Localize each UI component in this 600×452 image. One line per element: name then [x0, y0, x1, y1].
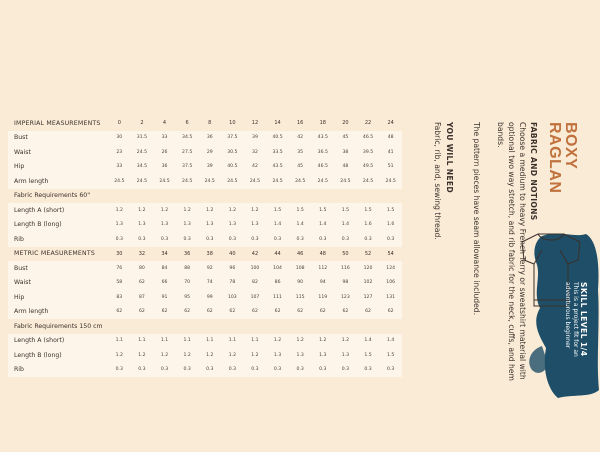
table-cell: 36.5: [311, 145, 334, 160]
size-header-cell: 30: [116, 250, 123, 257]
skill-level-block: [548, 282, 588, 392]
table-cell: 39: [198, 160, 221, 175]
table-cell: 1.2: [198, 203, 221, 218]
size-header-cell: 12: [251, 120, 259, 127]
table-cell: 62: [221, 305, 244, 320]
table-cell: 1.1: [198, 334, 221, 349]
table-cell: 1.2: [334, 334, 357, 349]
size-chart-body: [8, 116, 402, 377]
table-cell: 0.3: [221, 363, 244, 378]
imperial-fabric-heading-row: [8, 189, 402, 204]
table-cell: 62: [131, 305, 154, 320]
table-cell: 1.2: [153, 348, 176, 363]
table-cell: 70: [176, 276, 199, 291]
table-cell: 0.3: [108, 363, 131, 378]
table-cell: 24.5: [379, 174, 402, 189]
table-cell: 24.5: [357, 174, 380, 189]
table-cell: 1.3: [131, 218, 154, 233]
table-cell: 98: [334, 276, 357, 291]
pattern-title-line: BOXY: [562, 122, 579, 170]
row-label: Hip: [8, 290, 108, 305]
table-cell: 0.3: [289, 232, 312, 247]
table-cell: 108: [289, 261, 312, 276]
table-cell: 1.5: [379, 203, 402, 218]
table-cell: 40.5: [221, 160, 244, 175]
row-label: Length A (short): [8, 334, 108, 349]
table-cell: 24.5: [153, 174, 176, 189]
table-cell: 24.5: [108, 174, 131, 189]
table-row: [8, 218, 402, 233]
table-cell: 1.2: [131, 348, 154, 363]
table-cell: 0.3: [176, 363, 199, 378]
table-cell: 0.3: [108, 232, 131, 247]
table-cell: 43.5: [266, 160, 289, 175]
table-cell: 1.2: [198, 348, 221, 363]
row-label: Arm length: [8, 174, 108, 189]
table-cell: 49.5: [357, 160, 380, 175]
row-label: Rib: [8, 363, 108, 378]
table-cell: 62: [131, 276, 154, 291]
table-cell: 37.5: [176, 160, 199, 175]
table-row: [8, 276, 402, 291]
table-cell: 0.3: [198, 363, 221, 378]
table-cell: 83: [108, 290, 131, 305]
table-row: [8, 261, 402, 276]
table-cell: 66: [153, 276, 176, 291]
table-cell: 1.4: [379, 334, 402, 349]
row-label: Waist: [8, 276, 108, 291]
table-cell: 36: [198, 131, 221, 146]
size-header-cell: 36: [183, 250, 191, 257]
table-cell: 1.2: [311, 334, 334, 349]
table-cell: 58: [108, 276, 131, 291]
fabric-description-line: optional two way stretch, and rib fabric for the neck, cuffs, and hem: [507, 122, 516, 381]
size-header-cell: 34: [161, 250, 168, 257]
row-label: Waist: [8, 145, 108, 160]
table-cell: 1.2: [176, 348, 199, 363]
table-cell: 48: [334, 160, 357, 175]
table-cell: 0.3: [266, 363, 289, 378]
table-cell: 92: [198, 261, 221, 276]
size-header-cell: 24: [387, 120, 394, 127]
size-chart-table: [8, 116, 402, 377]
table-cell: 37.5: [221, 131, 244, 146]
table-cell: 1.3: [198, 218, 221, 233]
table-cell: 76: [108, 261, 131, 276]
row-label: Hip: [8, 160, 108, 175]
table-cell: 1.3: [311, 348, 334, 363]
table-cell: 39: [244, 131, 267, 146]
table-cell: 1.5: [334, 203, 357, 218]
table-cell: 24.5: [176, 174, 199, 189]
table-row: [8, 334, 402, 349]
table-cell: 112: [311, 261, 334, 276]
table-row: [8, 363, 402, 378]
table-cell: 0.3: [266, 232, 289, 247]
size-header-cell: 50: [342, 250, 349, 257]
table-cell: 51: [379, 160, 402, 175]
table-cell: 24.5: [289, 174, 312, 189]
table-cell: 90: [289, 276, 312, 291]
table-cell: 94: [311, 276, 334, 291]
size-header-cell: 14: [274, 120, 281, 127]
table-cell: 1.3: [153, 218, 176, 233]
size-header-cell: 54: [387, 250, 394, 257]
row-label: Bust: [8, 131, 108, 146]
size-header-cell: 22: [364, 120, 372, 127]
table-cell: 1.3: [289, 348, 312, 363]
table-cell: 27.5: [176, 145, 199, 160]
table-cell: 127: [357, 290, 380, 305]
table-cell: 36: [153, 160, 176, 175]
size-header-cell: 10: [229, 120, 236, 127]
table-cell: 1.1: [131, 334, 154, 349]
table-cell: 1.2: [131, 203, 154, 218]
table-cell: 0.3: [131, 363, 154, 378]
table-cell: 30.5: [221, 145, 244, 160]
table-cell: 1.4: [357, 334, 380, 349]
table-cell: 1.2: [221, 203, 244, 218]
table-cell: 104: [266, 261, 289, 276]
you-will-need-text: Fabric, rib, and, sewing thread.: [433, 122, 442, 240]
table-cell: 33: [153, 131, 176, 146]
row-label: Arm length: [8, 305, 108, 320]
row-label: Bust: [8, 261, 108, 276]
table-cell: 1.6: [357, 218, 380, 233]
table-cell: 34.5: [131, 160, 154, 175]
table-row: [8, 348, 402, 363]
table-row: [8, 131, 402, 146]
skill-level-description: [564, 282, 579, 392]
table-cell: 29: [198, 145, 221, 160]
table-cell: 78: [221, 276, 244, 291]
table-cell: 39.5: [357, 145, 380, 160]
table-cell: 0.3: [357, 232, 380, 247]
table-cell: 95: [176, 290, 199, 305]
table-cell: 84: [153, 261, 176, 276]
table-row: [8, 160, 402, 175]
fabric-description-line: bands.: [496, 122, 505, 148]
size-header-cell: 40: [229, 250, 236, 257]
table-cell: 1.2: [108, 348, 131, 363]
seam-allowance-note: The pattern pieces have seam allowance included.: [472, 122, 481, 316]
section-heading: METRIC MEASUREMENTS: [14, 250, 95, 258]
size-header-cell: 16: [296, 120, 304, 127]
table-cell: 26: [153, 145, 176, 160]
table-cell: 102: [357, 276, 380, 291]
table-cell: 24.5: [311, 174, 334, 189]
row-label: Length A (short): [8, 203, 108, 218]
table-cell: 24.5: [266, 174, 289, 189]
table-cell: 62: [334, 305, 357, 320]
table-cell: 1.2: [244, 348, 267, 363]
metric-fabric-heading-row: [8, 319, 402, 334]
table-cell: 0.3: [244, 363, 267, 378]
size-header-cell: 4: [162, 120, 167, 127]
table-row: [8, 145, 402, 160]
size-header-cell: 32: [138, 250, 146, 257]
table-cell: 86: [266, 276, 289, 291]
table-cell: 1.2: [108, 203, 131, 218]
table-cell: 35: [289, 145, 312, 160]
table-cell: 1.5: [357, 348, 380, 363]
table-cell: 34.5: [176, 131, 199, 146]
table-cell: 1.1: [108, 334, 131, 349]
table-cell: 1.1: [244, 334, 267, 349]
table-cell: 131: [379, 290, 402, 305]
table-cell: 1.4: [289, 218, 312, 233]
table-row: [8, 290, 402, 305]
table-cell: 38: [334, 145, 357, 160]
table-cell: 24.5: [221, 174, 244, 189]
table-cell: 24.5: [198, 174, 221, 189]
table-row: [8, 232, 402, 247]
table-cell: 96: [221, 261, 244, 276]
table-row: [8, 203, 402, 218]
table-cell: 45: [289, 160, 312, 175]
fabric-heading: FABRIC AND NOTIONS: [529, 122, 538, 221]
table-cell: 1.4: [266, 218, 289, 233]
size-header-cell: 8: [208, 120, 212, 127]
table-cell: 88: [176, 261, 199, 276]
table-cell: 111: [266, 290, 289, 305]
table-cell: 1.2: [244, 203, 267, 218]
table-cell: 1.1: [153, 334, 176, 349]
table-cell: 48: [379, 131, 402, 146]
table-cell: 87: [131, 290, 154, 305]
size-header-cell: 46: [296, 250, 304, 257]
table-cell: 0.3: [198, 232, 221, 247]
table-cell: 1.4: [311, 218, 334, 233]
table-cell: 23: [108, 145, 131, 160]
table-cell: 62: [198, 305, 221, 320]
table-row: [8, 174, 402, 189]
table-cell: 31.5: [131, 131, 154, 146]
table-cell: 0.3: [334, 232, 357, 247]
table-cell: 0.3: [244, 232, 267, 247]
table-cell: 100: [244, 261, 267, 276]
table-cell: 0.3: [153, 363, 176, 378]
table-cell: 42: [289, 131, 312, 146]
size-header-cell: 44: [274, 250, 281, 257]
fabric-description-line: Choose a medium to heavy French Terry or sweatshirt material with: [518, 122, 527, 380]
table-cell: 1.3: [108, 218, 131, 233]
table-cell: 0.3: [379, 232, 402, 247]
table-cell: 107: [244, 290, 267, 305]
table-cell: 62: [311, 305, 334, 320]
table-cell: 33.5: [266, 145, 289, 160]
table-cell: 62: [289, 305, 312, 320]
table-cell: 62: [108, 305, 131, 320]
table-cell: 0.3: [311, 232, 334, 247]
table-cell: 116: [334, 261, 357, 276]
paint-drip-shape: [529, 346, 548, 373]
table-cell: 43.5: [311, 131, 334, 146]
table-cell: 1.5: [311, 203, 334, 218]
table-cell: 62: [266, 305, 289, 320]
table-cell: 45: [334, 131, 357, 146]
table-cell: 0.3: [176, 232, 199, 247]
table-cell: 0.3: [311, 363, 334, 378]
section-heading: IMPERIAL MEASUREMENTS: [14, 119, 101, 127]
table-cell: 1.6: [379, 218, 402, 233]
table-cell: 30: [108, 131, 131, 146]
table-cell: 62: [176, 305, 199, 320]
size-header-cell: 42: [251, 250, 259, 257]
table-cell: 120: [357, 261, 380, 276]
size-header-cell: 0: [117, 120, 121, 127]
table-cell: 91: [153, 290, 176, 305]
row-label: Length B (long): [8, 348, 108, 363]
table-cell: 41: [379, 145, 402, 160]
skill-level-label: SKILL LEVEL 1/4: [579, 282, 588, 357]
table-cell: 0.3: [289, 363, 312, 378]
imperial-header-row: [8, 116, 402, 131]
table-cell: 0.3: [153, 232, 176, 247]
table-cell: 0.3: [334, 363, 357, 378]
table-cell: 0.3: [357, 363, 380, 378]
metric-header-row: [8, 247, 402, 262]
table-cell: 46.5: [357, 131, 380, 146]
size-header-cell: 52: [364, 250, 372, 257]
table-cell: 33: [108, 160, 131, 175]
table-cell: 115: [289, 290, 312, 305]
table-cell: 46.5: [311, 160, 334, 175]
row-label: Rib: [8, 232, 108, 247]
skill-desc-line: adventurous beginner: [564, 282, 572, 349]
table-cell: 0.3: [379, 363, 402, 378]
table-cell: 99: [198, 290, 221, 305]
size-header-cell: 6: [185, 120, 189, 127]
table-cell: 1.4: [334, 218, 357, 233]
table-row: [8, 305, 402, 320]
size-header-cell: 2: [140, 120, 144, 127]
table-cell: 1.2: [176, 203, 199, 218]
fabric-requirements-heading: Fabric Requirements 60": [14, 192, 91, 200]
size-header-cell: 20: [342, 120, 349, 127]
table-cell: 103: [221, 290, 244, 305]
table-cell: 1.5: [289, 203, 312, 218]
table-cell: 0.3: [131, 232, 154, 247]
table-cell: 82: [244, 276, 267, 291]
table-cell: 1.5: [357, 203, 380, 218]
skill-desc-line: This is a project fit for an: [572, 282, 579, 357]
table-cell: 1.2: [221, 348, 244, 363]
table-cell: 24.5: [131, 174, 154, 189]
table-cell: 42: [244, 160, 267, 175]
table-cell: 62: [244, 305, 267, 320]
table-cell: 106: [379, 276, 402, 291]
size-header-cell: 18: [319, 120, 326, 127]
table-cell: 1.1: [221, 334, 244, 349]
table-cell: 32: [244, 145, 267, 160]
table-cell: 24.5: [334, 174, 357, 189]
table-cell: 124: [379, 261, 402, 276]
table-cell: 1.3: [244, 218, 267, 233]
table-cell: 80: [131, 261, 154, 276]
table-cell: 62: [153, 305, 176, 320]
size-header-cell: 38: [206, 250, 213, 257]
table-cell: 1.3: [176, 218, 199, 233]
table-cell: 1.2: [289, 334, 312, 349]
table-cell: 62: [379, 305, 402, 320]
table-cell: 119: [311, 290, 334, 305]
row-label: Length B (long): [8, 218, 108, 233]
you-will-need-heading: YOU WILL NEED: [445, 122, 454, 193]
pattern-title-line: RAGLAN: [546, 122, 563, 194]
table-cell: 1.2: [153, 203, 176, 218]
table-cell: 62: [357, 305, 380, 320]
table-cell: 1.1: [176, 334, 199, 349]
table-cell: 74: [198, 276, 221, 291]
table-cell: 123: [334, 290, 357, 305]
table-cell: 1.5: [379, 348, 402, 363]
table-cell: 1.3: [266, 348, 289, 363]
pattern-title: [546, 122, 578, 193]
table-cell: 1.3: [221, 218, 244, 233]
table-cell: 1.3: [334, 348, 357, 363]
table-cell: 40.5: [266, 131, 289, 146]
table-cell: 24.5: [131, 145, 154, 160]
fabric-requirements-heading: Fabric Requirements 150 cm: [14, 322, 103, 330]
table-cell: 24.5: [244, 174, 267, 189]
table-cell: 0.3: [221, 232, 244, 247]
table-cell: 1.2: [266, 334, 289, 349]
size-header-cell: 48: [319, 250, 326, 257]
table-cell: 1.5: [266, 203, 289, 218]
